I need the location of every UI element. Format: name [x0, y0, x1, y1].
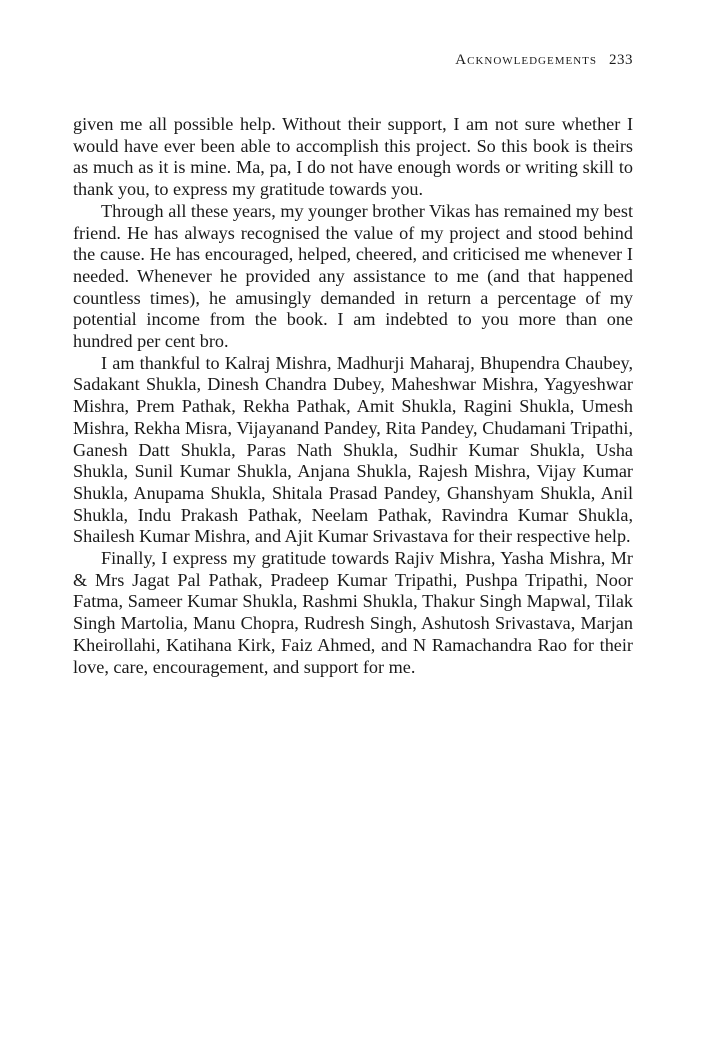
- page-number: 233: [609, 52, 633, 68]
- paragraph-thanks-list: I am thankful to Kalraj Mishra, Madhurji Maharaj, Bhupendra Chaubey, Sadakant Shukla, Dinesh Chandra Dubey, Maheshwar Mishra, Yagyeshwar Mishra, Prem Pathak, Rekha Pathak, Amit Shukla, Ragini Shukla, Umesh Mishra, Rekha Misra, Vijayanand Pandey, Rita Pandey, Chudamani Tripathi, Ganesh Datt Shukla, Paras Nath Shukla, Sudhir Kumar Shukla, Usha Shukla, Sunil Kumar Shukla, Anjana Shukla, Rajesh Mishra, Vijay Kumar Shukla, Anupama Shukla, Shitala Prasad Pandey, Ghanshyam Shukla, Anil Shukla, Indu Prakash Pathak, Neelam Pathak, Ravindra Kumar Shukla, Shailesh Kumar Mishra, and Ajit Kumar Srivastava for their respective help.: [73, 352, 633, 547]
- paragraph-final-gratitude: Finally, I express my gratitude towards Rajiv Mishra, Yasha Mishra, Mr & Mrs Jagat Pal Pathak, Pradeep Kumar Tripathi, Pushpa Tripathi, Noor Fatma, Sameer Kumar Shukla, Rashmi Shukla, Thakur Singh Mapwal, Tilak Singh Martolia, Manu Chopra, Rudresh Singh, Ashutosh Srivastava, Marjan Kheirollahi, Katihana Kirk, Faiz Ahmed, and N Ramachandra Rao for their love, care, encouragement, and support for me.: [73, 548, 633, 677]
- paragraph-continued: given me all possible help. Without their support, I am not sure whether I would have ever been able to accomplish this project. So this book is theirs as much as it is mine. Ma, pa, I do not have enough words or writing skill to thank you, to express my gratitude towards you.: [73, 114, 633, 200]
- body-text: [73, 114, 633, 678]
- paragraph-brother: Through all these years, my younger brother Vikas has remained my best friend. He has always recognised the value of my project and stood behind the cause. He has encouraged, helped, cheered, and criticised me whenever I needed. Whenever he provided any assistance to me (and that happened countless times), he amusingly demanded in return a percentage of my potential income from the book. I am indebted to you more than one hundred per cent bro.: [73, 200, 633, 352]
- running-header-title: Acknowledgements: [455, 52, 597, 68]
- running-header: [455, 52, 633, 69]
